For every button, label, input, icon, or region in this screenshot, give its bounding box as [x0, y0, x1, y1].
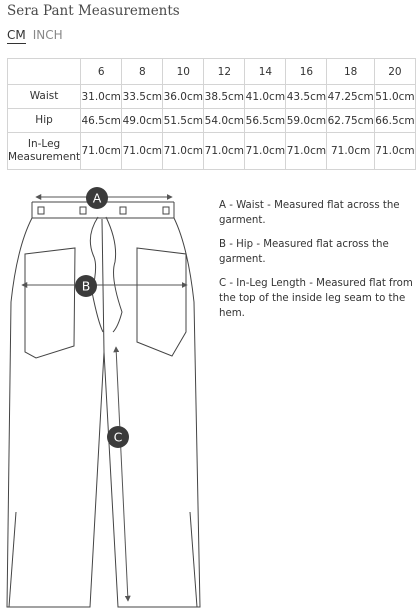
pant-outline	[7, 202, 200, 607]
note-inleg: C - In-Leg Length - Measured flat from the top of the inside leg seam to the hem.	[219, 278, 413, 319]
table-cell: 71.0cm	[245, 133, 286, 170]
table-header-cell: 14	[245, 59, 286, 85]
row-label: In-Leg Measurement	[8, 133, 81, 170]
unit-tab-inch[interactable]: INCH	[32, 28, 63, 42]
marker-b-label: B	[81, 278, 91, 294]
size-table	[7, 58, 416, 170]
table-cell: 71.0cm	[374, 133, 415, 170]
table-header-cell: 8	[122, 59, 163, 85]
table-cell: 41.0cm	[245, 85, 286, 109]
table-header-row	[8, 59, 416, 85]
row-label: Waist	[8, 85, 81, 109]
table-cell: 71.0cm	[81, 133, 122, 170]
table-cell: 33.5cm	[122, 85, 163, 109]
marker-a	[86, 187, 108, 209]
table-cell: 59.0cm	[286, 109, 327, 133]
note-hip: B - Hip - Measured flat across the garment.	[219, 239, 389, 265]
page-title: Sera Pant Measurements	[7, 3, 180, 19]
table-cell: 62.75cm	[327, 109, 374, 133]
note-waist: A - Waist - Measured flat across the garment.	[219, 200, 400, 226]
table-cell: 47.25cm	[327, 85, 374, 109]
unit-tab-cm[interactable]: CM	[7, 28, 26, 42]
marker-a-label: A	[92, 190, 102, 206]
table-header-cell: 20	[374, 59, 415, 85]
table-cell: 56.5cm	[245, 109, 286, 133]
marker-c	[107, 426, 129, 448]
table-cell: 71.0cm	[122, 133, 163, 170]
table-cell: 66.5cm	[374, 109, 415, 133]
table-cell: 46.5cm	[81, 109, 122, 133]
table-header-cell: 10	[163, 59, 204, 85]
table-cell: 38.5cm	[204, 85, 245, 109]
table-cell: 43.5cm	[286, 85, 327, 109]
table-header-corner	[8, 59, 81, 85]
table-cell: 31.0cm	[81, 85, 122, 109]
table-row	[8, 85, 416, 109]
table-cell: 71.0cm	[327, 133, 374, 170]
table-row	[8, 109, 416, 133]
table-cell: 51.0cm	[374, 85, 415, 109]
table-cell: 71.0cm	[204, 133, 245, 170]
table-header-cell: 6	[81, 59, 122, 85]
size-table-scroll[interactable]	[7, 58, 416, 170]
table-cell: 36.0cm	[163, 85, 204, 109]
table-cell: 71.0cm	[286, 133, 327, 170]
marker-b	[75, 275, 97, 297]
table-cell: 71.0cm	[163, 133, 204, 170]
marker-c-label: C	[113, 429, 123, 445]
table-header-cell: 18	[327, 59, 374, 85]
measure-lines	[22, 197, 187, 601]
row-label: Hip	[8, 109, 81, 133]
table-cell: 51.5cm	[163, 109, 204, 133]
table-row	[8, 133, 416, 170]
table-cell: 49.0cm	[122, 109, 163, 133]
unit-toggle	[7, 28, 63, 44]
measurement-notes	[219, 198, 414, 330]
table-cell: 54.0cm	[204, 109, 245, 133]
table-header-cell: 12	[204, 59, 245, 85]
pant-diagram	[0, 182, 205, 611]
table-header-cell: 16	[286, 59, 327, 85]
